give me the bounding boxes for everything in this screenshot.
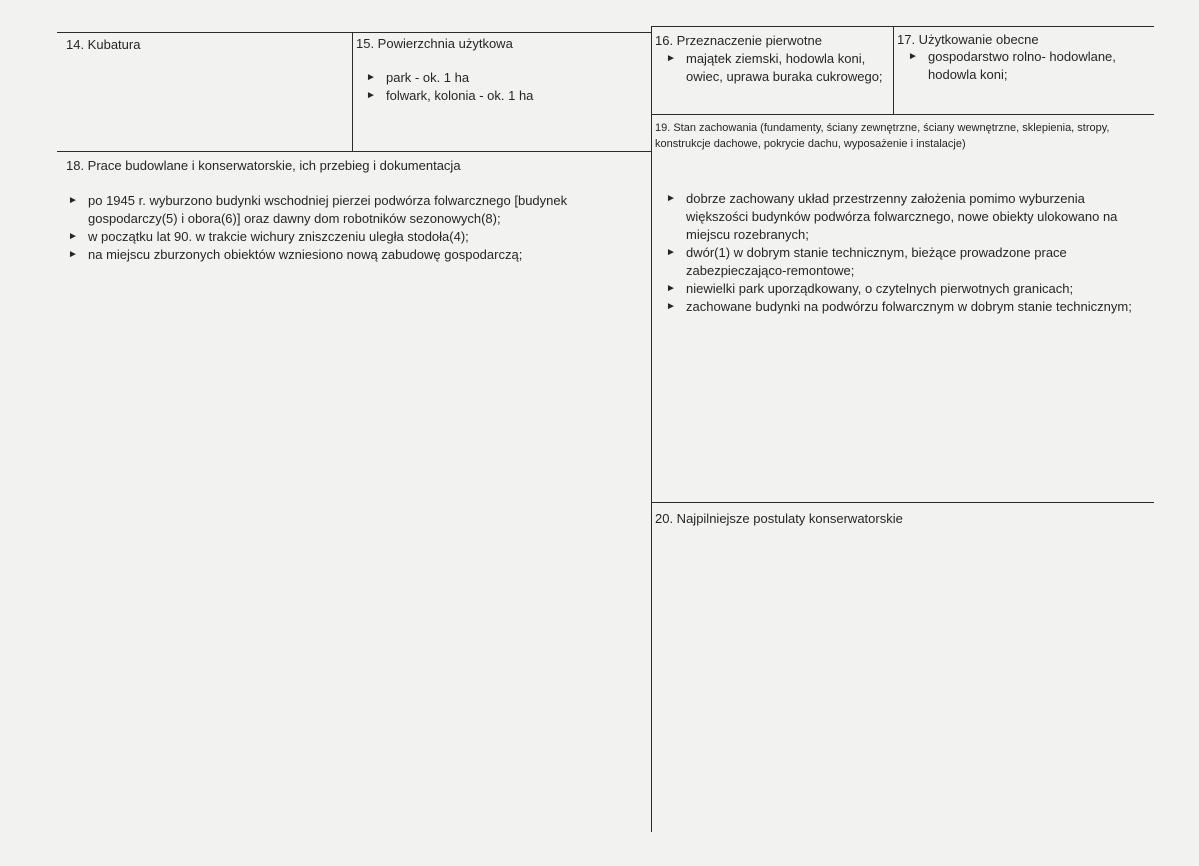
bullet-icon: ►	[666, 301, 676, 312]
field-17-label: 17. Użytkowanie obecne	[897, 32, 1039, 47]
list-item: ► niewielki park uporządkowany, o czytelnych pierwotnych granicach;	[666, 281, 1074, 296]
top-rule-right	[651, 26, 1154, 27]
list-item: ► zachowane budynki na podwórzu folwarcznym w dobrym stanie technicznym;	[666, 299, 1132, 314]
bullet-icon: ►	[908, 51, 918, 62]
list-item: ► park - ok. 1 ha	[366, 70, 470, 85]
list-item: ► majątek ziemski, hodowla koni, owiec, uprawa buraka cukrowego;	[666, 51, 883, 84]
rule-under-16-17	[651, 114, 1154, 115]
list-item: ► w początku lat 90. w trakcie wichury zniszczeniu uległa stodoła(4);	[68, 229, 469, 244]
field-19-list	[666, 190, 1150, 316]
field-18-label: 18. Prace budowlane i konserwatorskie, ich przebieg i dokumentacja	[66, 158, 461, 173]
field-20-label: 20. Najpilniejsze postulaty konserwatorskie	[655, 511, 903, 526]
field-19-label: 19. Stan zachowania (fundamenty, ściany zewnętrzne, ściany wewnętrzne, sklepienia, stropy, konstrukcje dachowe, pokrycie dachu, wyposażenie i instalacje)	[655, 122, 1110, 150]
list-item: ► folwark, kolonia - ok. 1 ha	[366, 88, 534, 103]
list-item: ► na miejscu zburzonych obiektów wzniesiono nową zabudowę gospodarczą;	[68, 247, 523, 262]
field-15-label: 15. Powierzchnia użytkowa	[356, 36, 513, 51]
field-16-list	[666, 50, 892, 86]
bullet-icon: ►	[666, 283, 676, 294]
list-item: ► dobrze zachowany układ przestrzenny założenia pomimo wyburzenia większości budynków podwórza folwarcznego, nowe obiekty ulokowano na miejscu rozebranych;	[666, 191, 1118, 242]
list-item: ► po 1945 r. wyburzono budynki wschodniej pierzei podwórza folwarcznego [budynek gospodarczy(5) i obora(6)] oraz dawny dom robotników sezonowych(8);	[68, 193, 568, 226]
divider-14-15	[352, 32, 353, 152]
bullet-icon: ►	[666, 247, 676, 258]
bullet-icon: ►	[666, 193, 676, 204]
list-item: ► gospodarstwo rolno- hodowlane, hodowla koni;	[908, 49, 1116, 82]
bullet-icon: ►	[366, 72, 376, 83]
field-16-label: 16. Przeznaczenie pierwotne	[655, 33, 822, 48]
field-17-list	[908, 48, 1152, 84]
bullet-icon: ►	[666, 53, 676, 64]
rule-under-18	[57, 151, 651, 152]
field-18-list	[68, 192, 650, 264]
top-rule	[57, 32, 651, 33]
bullet-icon: ►	[68, 195, 78, 206]
divider-center	[651, 26, 652, 832]
field-15-list	[366, 69, 646, 105]
list-item: ► dwór(1) w dobrym stanie technicznym, bieżące prowadzone prace zabezpieczająco-remontowe;	[666, 245, 1067, 278]
bullet-icon: ►	[68, 249, 78, 260]
field-14-label: 14. Kubatura	[66, 37, 141, 52]
bullet-icon: ►	[366, 90, 376, 101]
bullet-icon: ►	[68, 231, 78, 242]
divider-16-17	[893, 26, 894, 115]
rule-above-20	[651, 502, 1154, 503]
